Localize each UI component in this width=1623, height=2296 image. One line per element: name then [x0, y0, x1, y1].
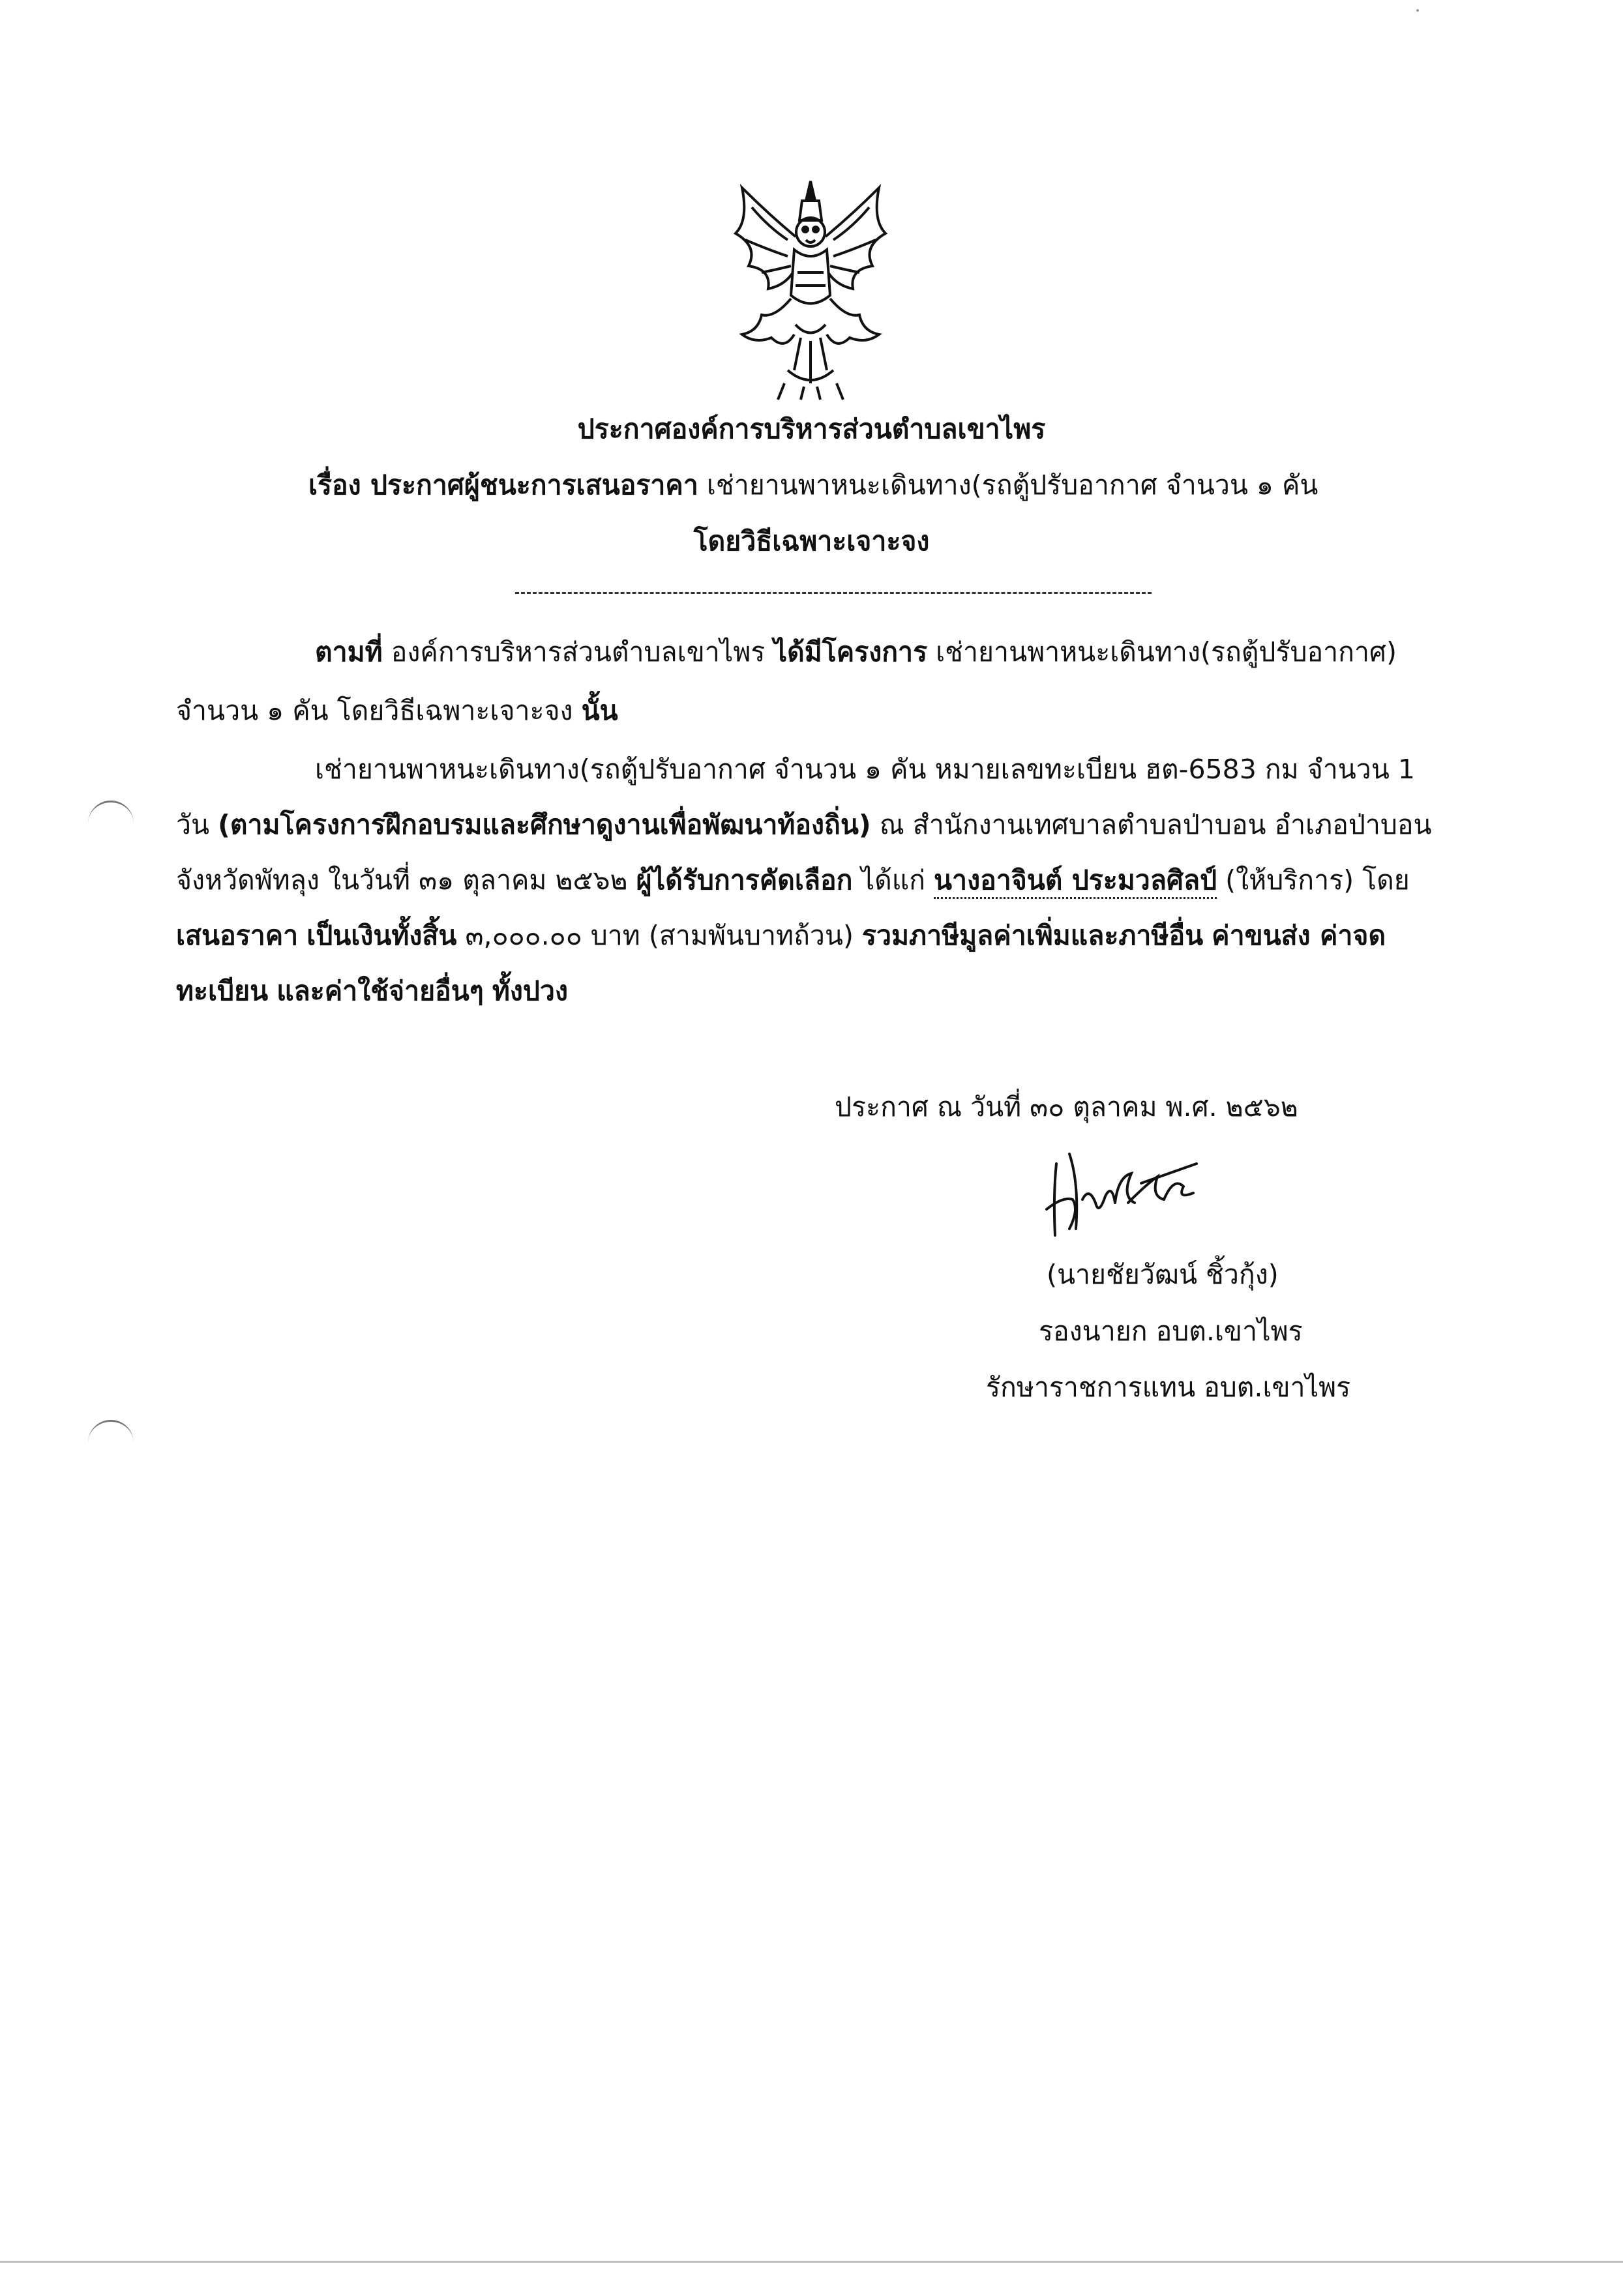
scan-edge-line: [0, 2261, 1623, 2263]
announce-prefix: ประกาศ ณ วันที่: [835, 1091, 1022, 1123]
scan-mark: [88, 1420, 134, 1448]
para1-line2-text: จำนวน ๑ คัน โดยวิธีเฉพาะเจาะจง: [176, 695, 573, 726]
scan-mark: [88, 801, 134, 829]
subject-prefix: เรื่อง ประกาศผู้ชนะการเสนอราคา: [308, 469, 698, 501]
signer-acting: รักษาราชการแทน อบต.เขาไพร: [986, 1372, 1351, 1403]
announce-date: [835, 1087, 1298, 1126]
para2-line2-b: (ตามโครงการฝึกอบรมและศึกษาดูงานเพื่อพัฒนาท้องถิ่น): [218, 809, 871, 840]
para2-line4: [176, 916, 1386, 955]
subject-line: [308, 465, 1318, 505]
para2-line4-d: รวมภาษีมูลค่าเพิ่มและภาษีอื่น: [861, 920, 1204, 951]
para2-line5-a: ทะเบียน: [176, 975, 269, 1007]
signature-icon: [1043, 1138, 1213, 1248]
para1-has-project: ได้มีโครงการ: [773, 636, 928, 668]
para2-line4-e: ค่าขนส่ง ค่าจด: [1212, 920, 1386, 951]
para1-line1: [315, 632, 1397, 671]
para1-item: เช่ายานพาหนะเดินทาง(รถตู้ปรับอากาศ): [936, 636, 1397, 668]
para2-line3-c: ได้แก่: [861, 864, 925, 896]
winner-name: นางอาจินต์ ประมวลศิลป์: [934, 864, 1217, 899]
para2-line5-c: ทั้งปวง: [492, 975, 568, 1007]
para2-line3-d: (ให้บริการ) โดย: [1225, 864, 1410, 896]
announce-date-value: ๓๐ ตุลาคม พ.ศ. ๒๕๖๒: [1030, 1091, 1298, 1123]
para2-line5: [176, 971, 568, 1010]
page-title: ประกาศองค์การบริหารส่วนตำบลเขาไพร: [577, 413, 1046, 445]
para2-line4-c: ๓,๐๐๐.๐๐ บาท (สามพันบาทถ้วน): [465, 920, 854, 951]
para2-line3-b: ผู้ได้รับการคัดเลือก: [636, 864, 853, 896]
garuda-emblem-icon: [722, 175, 899, 403]
subject-method: โดยวิธีเฉพาะเจาะจง: [693, 525, 930, 557]
para2-line2: [176, 805, 1432, 844]
para1-org: องค์การบริหารส่วนตำบลเขาไพร: [391, 636, 766, 668]
signer-name: (นายชัยวัฒน์ ชิ้วกุ้ง): [1047, 1259, 1279, 1290]
para2-line2-a: วัน: [176, 809, 210, 840]
para2-line3-a: จังหวัดพัทลุง ในวันที่ ๓๑ ตุลาคม ๒๕๖๒: [176, 864, 628, 896]
para1-line2: [176, 691, 618, 730]
para1-lead: ตามที่: [315, 636, 383, 668]
para2-line5-b: และค่าใช้จ่ายอื่นๆ: [276, 975, 484, 1007]
para2-line3: [176, 861, 1410, 900]
para2-line2-c: ณ สำนักงานเทศบาลตำบลป่าบอน อำเภอป่าบอน: [879, 809, 1432, 840]
separator-line: [515, 592, 1152, 594]
para2-line4-b: เป็นเงินทั้งสิ้น: [306, 920, 457, 951]
scan-dot: [1416, 9, 1419, 12]
signer-position: รองนายก อบต.เขาไพร: [1039, 1316, 1303, 1347]
para1-end: นั้น: [581, 695, 618, 726]
subject-detail: เช่ายานพาหนะเดินทาง(รถตู้ปรับอากาศ จำนวน ๑ คัน: [706, 469, 1318, 501]
para2-line4-a: เสนอราคา: [176, 920, 299, 951]
para2-line1: เช่ายานพาหนะเดินทาง(รถตู้ปรับอากาศ จำนวน ๑ คัน หมายเลขทะเบียน ฮต-6583 กม จำนวน 1: [315, 754, 1415, 785]
